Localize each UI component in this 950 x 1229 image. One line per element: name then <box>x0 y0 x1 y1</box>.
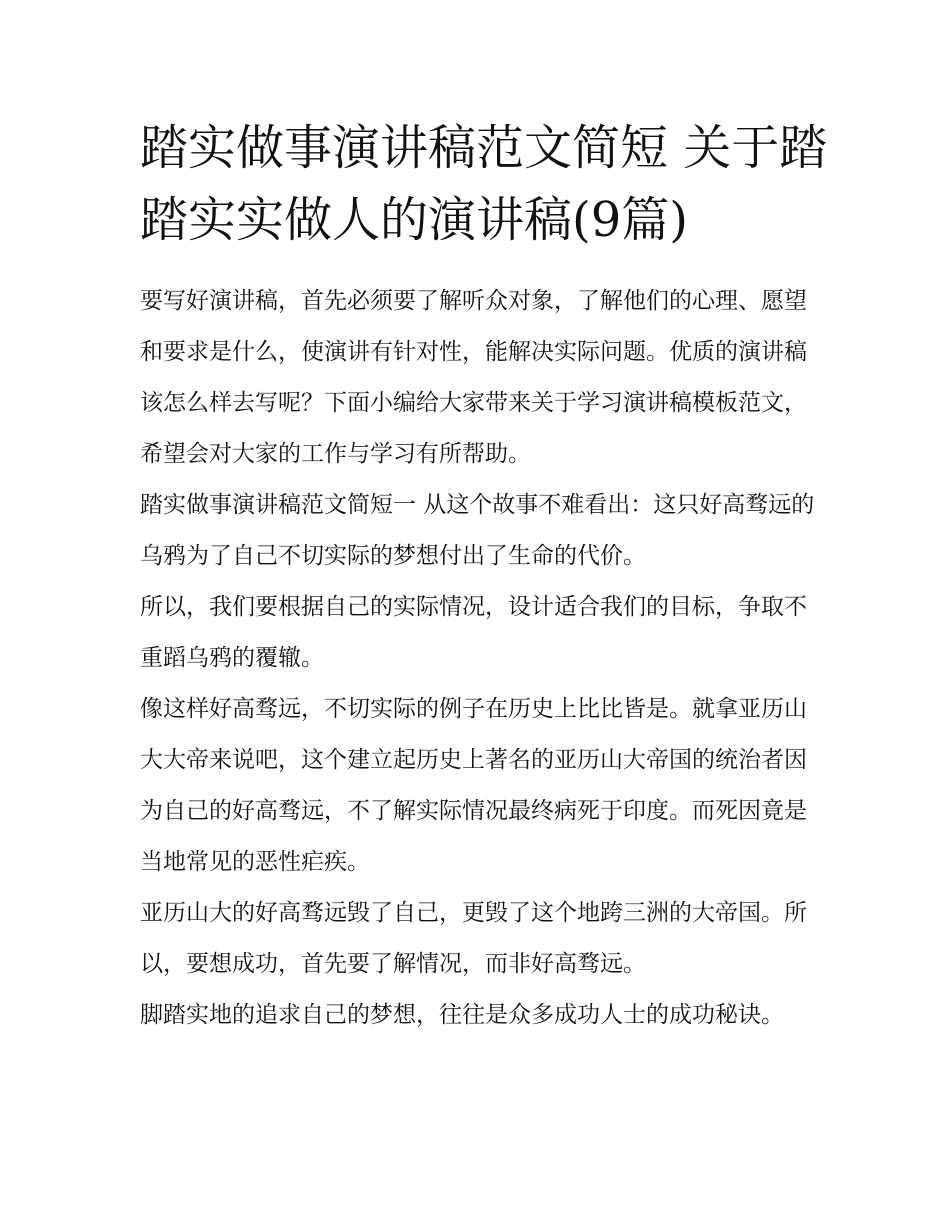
paragraph-goal: 所以，我们要根据自己的实际情况，设计适合我们的目标，争取不重蹈乌鸦的覆辙。 <box>140 594 807 671</box>
paragraph-alexander: 像这样好高骛远，不切实际的例子在历史上比比皆是。就拿亚历山大大帝来说吧，这个建立起历史上著名的亚历山大帝国的统治者因为自己的好高骛远，不了解实际情况最终病死于印度。而死因竟是当地常见的恶性疟疾。 <box>140 696 807 875</box>
document-body <box>140 276 820 1041</box>
document-title: 踏实做事演讲稿范文简短 关于踏踏实实做人的演讲稿(9篇) <box>140 120 828 248</box>
paragraph-success: 脚踏实地的追求自己的梦想，往往是众多成功人士的成功秘诀。 <box>140 1002 784 1028</box>
paragraph-section-one: 踏实做事演讲稿范文简短一 从这个故事不难看出：这只好高骛远的乌鸦为了自己不切实际的梦想付出了生命的代价。 <box>140 492 815 569</box>
paragraph-intro: 要写好演讲稿，首先必须要了解听众对象，了解他们的心理、愿望和要求是什么，使演讲有针对性，能解决实际问题。优质的演讲稿该怎么样去写呢？下面小编给大家带来关于学习演讲稿模板范文，希望会对大家的工作与学习有所帮助。 <box>140 288 807 467</box>
paragraph-empire: 亚历山大的好高骛远毁了自己，更毁了这个地跨三洲的大帝国。所以，要想成功，首先要了解情况，而非好高骛远。 <box>140 900 807 977</box>
